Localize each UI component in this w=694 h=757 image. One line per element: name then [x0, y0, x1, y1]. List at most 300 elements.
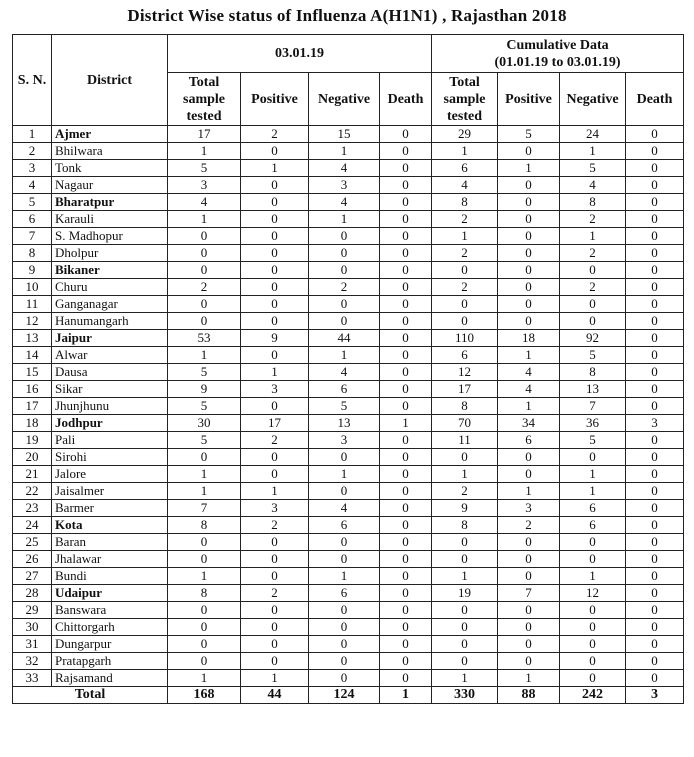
- sn-cell: 25: [13, 534, 52, 551]
- cell: 1: [168, 466, 241, 483]
- district-cell: Alwar: [52, 347, 168, 364]
- cell: 0: [626, 636, 684, 653]
- total-row: [13, 687, 684, 704]
- cell: 3: [241, 500, 309, 517]
- cell: 0: [241, 194, 309, 211]
- cell: 0: [560, 670, 626, 687]
- cell: 0: [168, 602, 241, 619]
- cell: 0: [380, 279, 432, 296]
- district-cell: Jaipur: [52, 330, 168, 347]
- cell: 17: [432, 381, 498, 398]
- cell: 0: [309, 449, 380, 466]
- cell: 4: [498, 381, 560, 398]
- district-cell: Tonk: [52, 160, 168, 177]
- cell: 6: [309, 517, 380, 534]
- table-row: [13, 194, 684, 211]
- cell: 0: [626, 602, 684, 619]
- cell: 0: [626, 177, 684, 194]
- cell: 2: [498, 517, 560, 534]
- cell: 0: [432, 653, 498, 670]
- cell: 0: [626, 670, 684, 687]
- cell: 0: [309, 313, 380, 330]
- cell: 5: [168, 432, 241, 449]
- cell: 1: [168, 483, 241, 500]
- cell: 0: [380, 534, 432, 551]
- cell: 0: [168, 313, 241, 330]
- table-row: [13, 500, 684, 517]
- cell: 0: [560, 313, 626, 330]
- cell: 1: [432, 228, 498, 245]
- cell: 2: [432, 211, 498, 228]
- table-body: [13, 126, 684, 687]
- cell: 0: [498, 466, 560, 483]
- cell: 0: [498, 194, 560, 211]
- cell: 6: [498, 432, 560, 449]
- cell: 0: [498, 262, 560, 279]
- cell: 0: [380, 364, 432, 381]
- cell: 0: [498, 313, 560, 330]
- sn-cell: 18: [13, 415, 52, 432]
- district-header: District: [52, 35, 168, 126]
- cell: 0: [560, 534, 626, 551]
- cell: 0: [380, 432, 432, 449]
- table-row: [13, 398, 684, 415]
- cell: 0: [241, 143, 309, 160]
- district-cell: Chittorgarh: [52, 619, 168, 636]
- table-row: [13, 466, 684, 483]
- cumulative-header-line2: (01.01.19 to 03.01.19): [494, 54, 621, 70]
- cell: 0: [626, 619, 684, 636]
- cell: 1: [309, 568, 380, 585]
- cell: 0: [560, 296, 626, 313]
- cell: 0: [241, 313, 309, 330]
- sn-cell: 31: [13, 636, 52, 653]
- cell: 0: [168, 262, 241, 279]
- total-cell: 242: [560, 687, 626, 704]
- cell: 0: [309, 296, 380, 313]
- cell: 0: [309, 245, 380, 262]
- district-cell: Dholpur: [52, 245, 168, 262]
- cell: 1: [498, 483, 560, 500]
- cell: 4: [168, 194, 241, 211]
- cell: 0: [309, 602, 380, 619]
- cell: 0: [432, 313, 498, 330]
- cell: 70: [432, 415, 498, 432]
- cell: 0: [309, 636, 380, 653]
- cell: 12: [432, 364, 498, 381]
- sn-cell: 7: [13, 228, 52, 245]
- cell: 0: [241, 262, 309, 279]
- cell: 36: [560, 415, 626, 432]
- page-title: District Wise status of Influenza A(H1N1) , Rajasthan 2018: [127, 6, 567, 25]
- cell: 1: [309, 466, 380, 483]
- cum-total-sample-header: Total sample tested: [432, 73, 498, 126]
- cell: 2: [432, 245, 498, 262]
- positive-header: Positive: [241, 73, 309, 126]
- cell: 0: [626, 262, 684, 279]
- cell: 0: [432, 449, 498, 466]
- cell: 0: [380, 381, 432, 398]
- cell: 53: [168, 330, 241, 347]
- cell: 0: [309, 228, 380, 245]
- cell: 18: [498, 330, 560, 347]
- cell: 0: [626, 143, 684, 160]
- cell: 0: [168, 551, 241, 568]
- cell: 4: [432, 177, 498, 194]
- cell: 0: [626, 398, 684, 415]
- cell: 0: [380, 211, 432, 228]
- cell: 9: [168, 381, 241, 398]
- district-cell: Karauli: [52, 211, 168, 228]
- cell: 3: [309, 177, 380, 194]
- cell: 9: [241, 330, 309, 347]
- negative-header: Negative: [309, 73, 380, 126]
- cell: 1: [560, 483, 626, 500]
- sn-cell: 23: [13, 500, 52, 517]
- cell: 5: [168, 398, 241, 415]
- cell: 7: [168, 500, 241, 517]
- cell: 0: [380, 330, 432, 347]
- cell: 0: [498, 143, 560, 160]
- cell: 15: [309, 126, 380, 143]
- cell: 8: [432, 398, 498, 415]
- cell: 0: [432, 636, 498, 653]
- table-row: [13, 330, 684, 347]
- cell: 8: [432, 194, 498, 211]
- cell: 0: [432, 602, 498, 619]
- cell: 0: [498, 636, 560, 653]
- cell: 0: [498, 568, 560, 585]
- cell: 0: [560, 551, 626, 568]
- table-row: [13, 347, 684, 364]
- cell: 0: [498, 449, 560, 466]
- sn-cell: 13: [13, 330, 52, 347]
- cell: 5: [560, 160, 626, 177]
- sn-cell: 9: [13, 262, 52, 279]
- table-row: [13, 449, 684, 466]
- cell: 0: [309, 619, 380, 636]
- cell: 6: [432, 347, 498, 364]
- cell: 0: [380, 500, 432, 517]
- sn-cell: 19: [13, 432, 52, 449]
- district-cell: Bhilwara: [52, 143, 168, 160]
- cell: 0: [626, 653, 684, 670]
- cell: 1: [309, 347, 380, 364]
- cell: 0: [380, 619, 432, 636]
- table-row: [13, 432, 684, 449]
- cell: 8: [560, 194, 626, 211]
- cell: 0: [241, 551, 309, 568]
- cell: 0: [309, 534, 380, 551]
- table-row: [13, 279, 684, 296]
- cell: 0: [241, 279, 309, 296]
- cumulative-header-line1: Cumulative Data: [506, 37, 609, 53]
- table-row: [13, 619, 684, 636]
- cumulative-header: [432, 35, 684, 73]
- cell: 3: [309, 432, 380, 449]
- cell: 1: [380, 415, 432, 432]
- sn-cell: 1: [13, 126, 52, 143]
- cell: 0: [626, 279, 684, 296]
- sn-cell: 4: [13, 177, 52, 194]
- district-cell: Dungarpur: [52, 636, 168, 653]
- district-cell: Ajmer: [52, 126, 168, 143]
- cell: 0: [498, 177, 560, 194]
- cell: 0: [432, 551, 498, 568]
- cell: 5: [498, 126, 560, 143]
- table-row: [13, 602, 684, 619]
- cell: 8: [560, 364, 626, 381]
- cell: 0: [380, 551, 432, 568]
- cell: 0: [241, 245, 309, 262]
- cell: 0: [309, 551, 380, 568]
- cell: 0: [560, 262, 626, 279]
- cell: 0: [241, 653, 309, 670]
- cell: 4: [560, 177, 626, 194]
- cell: 0: [380, 398, 432, 415]
- cell: 0: [498, 279, 560, 296]
- cell: 0: [168, 449, 241, 466]
- district-cell: Jhunjhunu: [52, 398, 168, 415]
- cell: 12: [560, 585, 626, 602]
- cell: 34: [498, 415, 560, 432]
- sn-cell: 27: [13, 568, 52, 585]
- cell: 1: [241, 364, 309, 381]
- cell: 0: [432, 262, 498, 279]
- sn-cell: 20: [13, 449, 52, 466]
- cum-positive-header: Positive: [498, 73, 560, 126]
- district-cell: Bundi: [52, 568, 168, 585]
- district-cell: Jalore: [52, 466, 168, 483]
- cell: 0: [626, 313, 684, 330]
- cell: 1: [241, 670, 309, 687]
- sn-cell: 12: [13, 313, 52, 330]
- cell: 0: [626, 160, 684, 177]
- cell: 0: [498, 619, 560, 636]
- cell: 0: [380, 517, 432, 534]
- district-cell: Bikaner: [52, 262, 168, 279]
- cell: 2: [241, 432, 309, 449]
- cell: 4: [309, 364, 380, 381]
- cell: 0: [168, 619, 241, 636]
- district-cell: S. Madhopur: [52, 228, 168, 245]
- cell: 1: [560, 143, 626, 160]
- cell: 5: [168, 160, 241, 177]
- cell: 0: [241, 398, 309, 415]
- cell: 6: [309, 585, 380, 602]
- sn-cell: 24: [13, 517, 52, 534]
- cell: 0: [380, 347, 432, 364]
- cell: 0: [241, 177, 309, 194]
- table-row: [13, 313, 684, 330]
- table-row: [13, 585, 684, 602]
- cell: 0: [498, 551, 560, 568]
- table-row: [13, 160, 684, 177]
- district-cell: Jhalawar: [52, 551, 168, 568]
- cell: 0: [560, 619, 626, 636]
- cell: 2: [168, 279, 241, 296]
- cell: 0: [380, 466, 432, 483]
- cell: 17: [168, 126, 241, 143]
- total-cell: 88: [498, 687, 560, 704]
- district-cell: Jaisalmer: [52, 483, 168, 500]
- cell: 0: [626, 585, 684, 602]
- cell: 1: [168, 670, 241, 687]
- cell: 0: [626, 500, 684, 517]
- table-row: [13, 517, 684, 534]
- sn-cell: 10: [13, 279, 52, 296]
- cell: 4: [309, 194, 380, 211]
- cell: 0: [380, 670, 432, 687]
- table-row: [13, 211, 684, 228]
- total-label: Total: [13, 687, 168, 704]
- cell: 2: [560, 279, 626, 296]
- cell: 92: [560, 330, 626, 347]
- cell: 0: [241, 619, 309, 636]
- district-cell: Udaipur: [52, 585, 168, 602]
- cell: 2: [560, 245, 626, 262]
- table-row: [13, 245, 684, 262]
- cell: 4: [498, 364, 560, 381]
- cell: 0: [380, 585, 432, 602]
- cell: 0: [241, 602, 309, 619]
- cell: 6: [432, 160, 498, 177]
- cell: 2: [241, 126, 309, 143]
- cell: 8: [168, 585, 241, 602]
- sn-cell: 15: [13, 364, 52, 381]
- cell: 4: [309, 500, 380, 517]
- sn-cell: 32: [13, 653, 52, 670]
- total-cell: 330: [432, 687, 498, 704]
- cell: 0: [626, 466, 684, 483]
- cell: 1: [432, 466, 498, 483]
- cell: 24: [560, 126, 626, 143]
- total-cell: 124: [309, 687, 380, 704]
- cell: 0: [626, 296, 684, 313]
- cell: 7: [498, 585, 560, 602]
- cell: 0: [168, 653, 241, 670]
- cell: 0: [432, 619, 498, 636]
- cell: 0: [380, 296, 432, 313]
- cell: 0: [626, 534, 684, 551]
- cell: 0: [498, 296, 560, 313]
- cell: 0: [380, 126, 432, 143]
- cell: 0: [168, 534, 241, 551]
- cell: 0: [309, 670, 380, 687]
- cell: 30: [168, 415, 241, 432]
- cell: 2: [309, 279, 380, 296]
- cell: 0: [380, 313, 432, 330]
- cell: 0: [626, 194, 684, 211]
- cell: 0: [498, 602, 560, 619]
- cell: 2: [432, 483, 498, 500]
- cell: 2: [241, 517, 309, 534]
- district-cell: Barmer: [52, 500, 168, 517]
- cell: 1: [498, 670, 560, 687]
- sn-header: S. N.: [13, 35, 52, 126]
- cell: 13: [309, 415, 380, 432]
- table-row: [13, 483, 684, 500]
- cell: 29: [432, 126, 498, 143]
- sn-cell: 6: [13, 211, 52, 228]
- cell: 0: [168, 245, 241, 262]
- cell: 0: [241, 466, 309, 483]
- cell: 1: [498, 398, 560, 415]
- cum-negative-header: Negative: [560, 73, 626, 126]
- sn-cell: 17: [13, 398, 52, 415]
- district-cell: Ganganagar: [52, 296, 168, 313]
- table-row: [13, 670, 684, 687]
- cell: 3: [168, 177, 241, 194]
- cell: 5: [560, 347, 626, 364]
- cell: 0: [560, 449, 626, 466]
- cell: 0: [309, 653, 380, 670]
- cell: 17: [241, 415, 309, 432]
- cell: 0: [432, 534, 498, 551]
- cell: 0: [626, 381, 684, 398]
- sn-cell: 14: [13, 347, 52, 364]
- cell: 0: [241, 534, 309, 551]
- cell: 11: [432, 432, 498, 449]
- cell: 0: [560, 653, 626, 670]
- cell: 1: [241, 160, 309, 177]
- cell: 1: [498, 347, 560, 364]
- cell: 8: [168, 517, 241, 534]
- cell: 1: [168, 143, 241, 160]
- cell: 0: [498, 534, 560, 551]
- cell: 0: [380, 568, 432, 585]
- cell: 3: [626, 415, 684, 432]
- cell: 0: [309, 483, 380, 500]
- sn-cell: 22: [13, 483, 52, 500]
- district-cell: Kota: [52, 517, 168, 534]
- cell: 6: [560, 517, 626, 534]
- district-cell: Baran: [52, 534, 168, 551]
- cell: 1: [432, 143, 498, 160]
- table-row: [13, 143, 684, 160]
- cell: 0: [168, 228, 241, 245]
- cell: 0: [498, 211, 560, 228]
- cell: 1: [560, 228, 626, 245]
- table-row: [13, 177, 684, 194]
- district-cell: Churu: [52, 279, 168, 296]
- cell: 1: [432, 670, 498, 687]
- cell: 0: [626, 432, 684, 449]
- total-cell: 3: [626, 687, 684, 704]
- sn-cell: 33: [13, 670, 52, 687]
- cell: 2: [241, 585, 309, 602]
- cell: 0: [241, 296, 309, 313]
- cell: 6: [309, 381, 380, 398]
- sn-cell: 11: [13, 296, 52, 313]
- cell: 0: [380, 636, 432, 653]
- total-cell: 168: [168, 687, 241, 704]
- cell: 5: [560, 432, 626, 449]
- cell: 1: [432, 568, 498, 585]
- cell: 0: [241, 211, 309, 228]
- cell: 0: [626, 347, 684, 364]
- table-row: [13, 636, 684, 653]
- cell: 0: [380, 602, 432, 619]
- district-cell: Nagaur: [52, 177, 168, 194]
- cell: 0: [168, 296, 241, 313]
- cell: 0: [498, 245, 560, 262]
- cell: 0: [380, 262, 432, 279]
- cell: 0: [626, 517, 684, 534]
- cell: 5: [309, 398, 380, 415]
- cell: 0: [309, 262, 380, 279]
- district-cell: Hanumangarh: [52, 313, 168, 330]
